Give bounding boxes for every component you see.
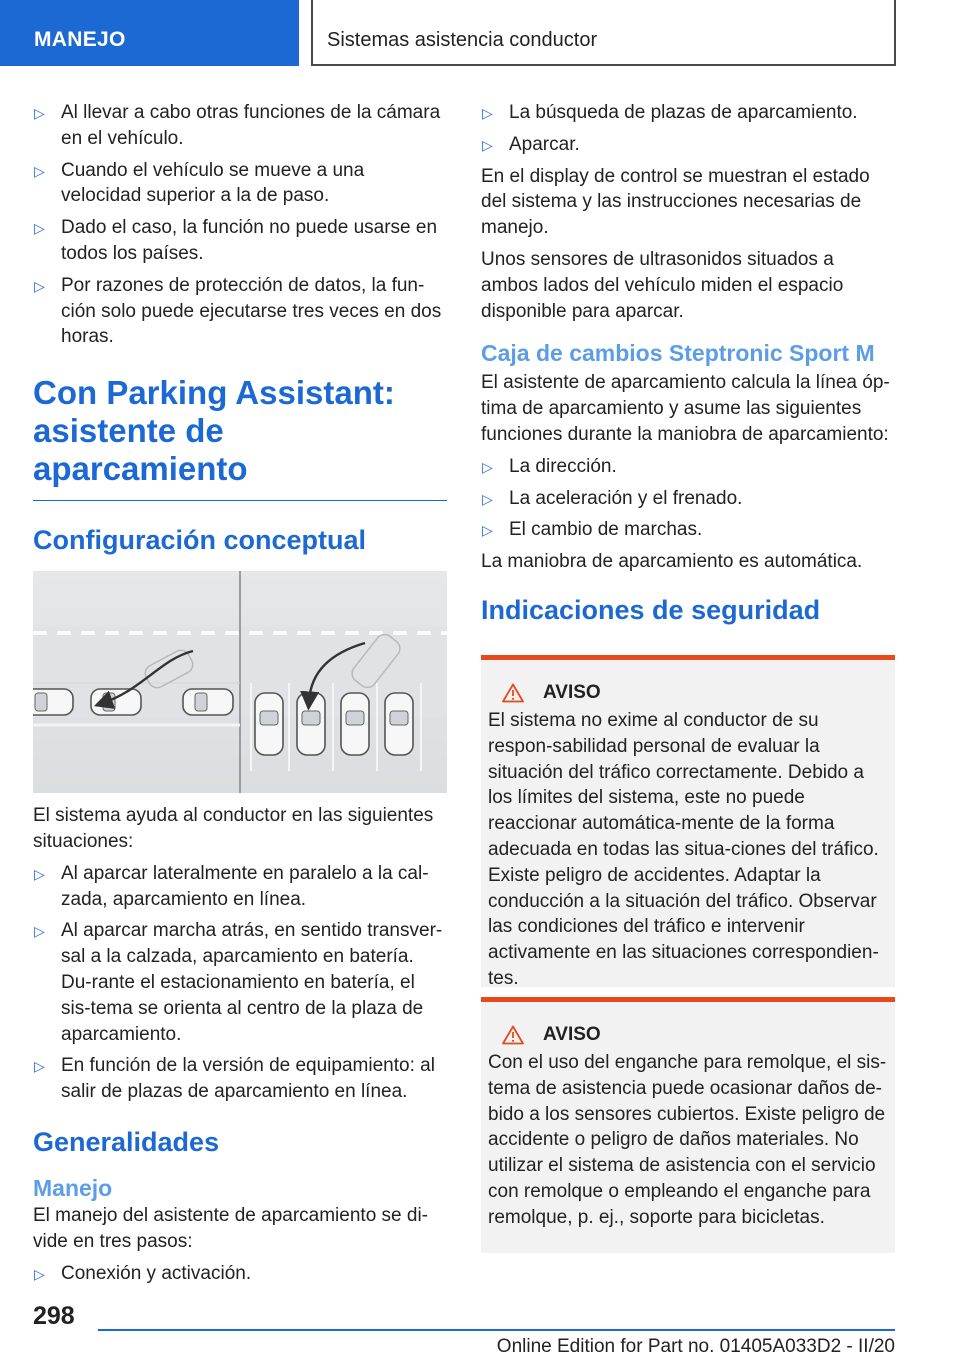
automatic-text: La maniobra de aparcamiento es automática. bbox=[481, 551, 863, 573]
footer-divider bbox=[98, 1329, 895, 1331]
list-item: ▷ En función de la versión de equipamiento: al salir de plazas de aparcamiento en línea. bbox=[34, 1055, 435, 1103]
triangle-right-icon: ▷ bbox=[482, 105, 493, 121]
safety-heading: Indicaciones de seguridad bbox=[481, 594, 821, 625]
sport-text: El asistente de aparcamiento calcula la línea óp-tima de aparcamiento y asume las siguientes funciones durante la maniobra de aparcamiento: bbox=[481, 372, 890, 445]
list-item: ▷ La dirección. bbox=[481, 454, 895, 480]
situations-list bbox=[33, 861, 447, 1105]
functions-list bbox=[481, 454, 895, 543]
situations-text: El sistema ayuda al conductor en las siguientes situaciones: bbox=[33, 805, 434, 852]
chapter-tab bbox=[311, 0, 896, 66]
list-item: ▷ Al llevar a cabo otras funciones de la cámara en el vehículo. bbox=[34, 102, 441, 149]
main-title: Con Parking Assistant: asistente de aparcamiento bbox=[33, 374, 447, 501]
triangle-right-icon: ▷ bbox=[34, 105, 45, 121]
general-heading: Generalidades bbox=[33, 1126, 220, 1157]
footer-edition: Online Edition for Part no. 01405A033D2 - II/20 bbox=[496, 1336, 895, 1357]
triangle-right-icon: ▷ bbox=[482, 490, 493, 507]
warning-title: AVISO bbox=[543, 1024, 601, 1045]
left-column bbox=[33, 100, 447, 1292]
sensors-text: Unos sensores de ultrasonidos situados a ambos lados del vehículo miden el espacio disponible para aparcar. bbox=[481, 248, 844, 322]
list-item: ▷ Al aparcar marcha atrás, en sentido transver-sal a la calzada, aparcamiento en batería. Du-rante el estacionamiento en batería, el sis-tema se orienta al centro de la plaza de aparcamiento. bbox=[34, 920, 443, 1045]
parking-diagram bbox=[33, 571, 447, 793]
warning-title-row bbox=[502, 1024, 888, 1046]
warning-box bbox=[481, 997, 895, 1253]
sport-heading: Caja de cambios Steptronic Sport M bbox=[481, 340, 875, 367]
triangle-right-icon: ▷ bbox=[482, 458, 493, 475]
triangle-right-icon: ▷ bbox=[34, 865, 45, 882]
warning-box bbox=[481, 655, 895, 987]
triangle-right-icon: ▷ bbox=[34, 162, 45, 179]
section-tab bbox=[0, 0, 299, 66]
manejo-heading: Manejo bbox=[33, 1174, 113, 1201]
triangle-right-icon: ▷ bbox=[34, 923, 45, 940]
triangle-right-icon: ▷ bbox=[34, 220, 45, 237]
steps-list bbox=[33, 1261, 447, 1287]
warning-triangle-icon bbox=[502, 1025, 524, 1045]
page-number: 298 bbox=[33, 1302, 75, 1330]
list-item: ▷ Aparcar. bbox=[481, 132, 895, 158]
warning-title: AVISO bbox=[543, 682, 601, 703]
list-item: ▷ La aceleración y el frenado. bbox=[481, 486, 895, 512]
list-item: ▷ Al aparcar lateralmente en paralelo a la cal-zada, aparcamiento en línea. bbox=[34, 862, 429, 910]
chapter-title: Sistemas asistencia conductor bbox=[327, 29, 598, 51]
warning-text: El sistema no exime al conductor de su respon-sabilidad personal de evaluar la situación del tráfico correctamente. Debido a los límites del sistema, este no puede reaccionar automática-mente de la forma adecuada en todas las situa-ciones del tráfico. Existe peligro de accidentes. Adaptar la conducción a la situación del tráfico. Observar las condiciones del tráfico e intervenir activamente en las situaciones correspondien-tes. bbox=[488, 710, 879, 989]
warning-text: Con el uso del enganche para remolque, el sis-tema de asistencia puede ocasionar daños de-bido a los sensores cubiertos. Existe peligro de accidente o peligro de daños materiales. No utilizar el sistema de asistencia con el servicio con remolque o empleando el enganche para remolque, p. ej., soporte para bicicletas. bbox=[488, 1052, 887, 1228]
triangle-right-icon: ▷ bbox=[482, 522, 493, 539]
triangle-right-icon: ▷ bbox=[482, 136, 493, 153]
display-text: En el display de control se muestran el estado del sistema y las instrucciones necesarias de manejo. bbox=[481, 165, 870, 239]
intro-bullet-list bbox=[33, 100, 447, 350]
list-item: ▷ Cuando el vehículo se mueve a una velocidad superior a la de paso. bbox=[34, 159, 365, 207]
list-item: ▷ La búsqueda de plazas de aparcamiento. bbox=[481, 100, 895, 126]
concept-heading: Configuración conceptual bbox=[33, 525, 367, 556]
triangle-right-icon: ▷ bbox=[34, 1058, 45, 1075]
section-title: MANEJO bbox=[34, 28, 126, 51]
triangle-right-icon: ▷ bbox=[34, 277, 45, 294]
list-item: ▷ El cambio de marchas. bbox=[481, 517, 895, 543]
triangle-right-icon: ▷ bbox=[34, 1265, 45, 1282]
manejo-text: El manejo del asistente de aparcamiento se di-vide en tres pasos: bbox=[33, 1204, 429, 1252]
list-item: ▷ Dado el caso, la función no puede usarse en todos los países. bbox=[34, 217, 438, 264]
steps-list-continued bbox=[481, 100, 895, 158]
list-item: ▷ Por razones de protección de datos, la fun-ción solo puede ejecutarse tres veces en dos horas. bbox=[34, 274, 442, 348]
list-item: ▷ Conexión y activación. bbox=[33, 1261, 447, 1287]
right-column bbox=[481, 100, 895, 641]
warning-triangle-icon bbox=[502, 683, 524, 703]
warning-title-row bbox=[502, 682, 888, 704]
